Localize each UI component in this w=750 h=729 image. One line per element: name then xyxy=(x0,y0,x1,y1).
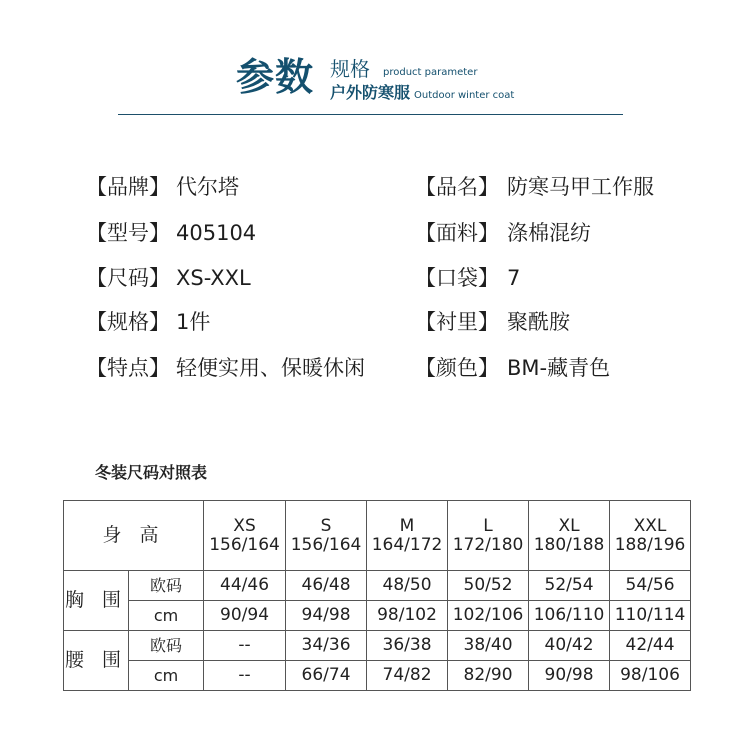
size-code: XXL xyxy=(633,515,667,536)
spec-brand xyxy=(86,172,239,202)
spec-value: 代尔塔 xyxy=(176,175,239,199)
size-height: 180/188 xyxy=(533,534,605,555)
size-code: XS xyxy=(233,515,256,536)
spec-value: 涤棉混纺 xyxy=(507,221,591,245)
table-cell: 46/48 xyxy=(286,571,367,601)
size-height: 156/164 xyxy=(290,534,362,555)
spec-model xyxy=(86,218,257,248)
page-title: 参数 xyxy=(236,55,315,99)
table-row xyxy=(64,631,691,661)
table-cell: 34/36 xyxy=(286,631,367,661)
size-code: S xyxy=(320,515,332,536)
spec-fabric xyxy=(415,218,591,248)
size-header-cell xyxy=(286,501,367,571)
size-code: M xyxy=(399,515,415,536)
table-cell: 90/94 xyxy=(204,601,286,631)
spec-key: 【尺码】 xyxy=(86,266,170,290)
unit-label: 欧码 xyxy=(129,571,204,601)
subtitle-cn: 规格 xyxy=(330,57,370,81)
subtitle-en: product parameter xyxy=(383,67,478,78)
spec-key: 【特点】 xyxy=(86,356,170,380)
table-header-row xyxy=(64,501,691,571)
table-cell: 52/54 xyxy=(529,571,610,601)
spec-value: 7 xyxy=(507,266,521,290)
spec-key: 【品名】 xyxy=(415,175,499,199)
header-divider xyxy=(118,114,623,115)
table-row xyxy=(64,661,691,691)
size-height: 156/164 xyxy=(209,534,280,555)
spec-value: XS-XXL xyxy=(176,266,251,290)
table-cell: 106/110 xyxy=(529,601,610,631)
unit-label: cm xyxy=(129,601,204,631)
table-cell: 98/102 xyxy=(367,601,448,631)
product-name-en: Outdoor winter coat xyxy=(414,90,515,101)
spec-pockets xyxy=(415,263,521,293)
table-cell: 94/98 xyxy=(286,601,367,631)
size-header-cell xyxy=(204,501,286,571)
table-cell: 40/42 xyxy=(529,631,610,661)
size-header-cell xyxy=(529,501,610,571)
spec-value: 聚酰胺 xyxy=(507,310,570,334)
table-row xyxy=(64,571,691,601)
page-header xyxy=(0,0,750,120)
spec-key: 【衬里】 xyxy=(415,310,499,334)
chest-label: 胸 围 xyxy=(64,571,129,631)
spec-key: 【口袋】 xyxy=(415,266,499,290)
size-code: XL xyxy=(558,515,580,536)
spec-key: 【型号】 xyxy=(86,221,170,245)
table-cell: 44/46 xyxy=(204,571,286,601)
table-cell: 42/44 xyxy=(610,631,691,661)
spec-product-name xyxy=(415,172,654,202)
table-cell: 98/106 xyxy=(610,661,691,691)
spec-value: 轻便实用、保暖休闲 xyxy=(176,356,365,380)
table-cell: 74/82 xyxy=(367,661,448,691)
spec-size-range xyxy=(86,263,251,293)
spec-package xyxy=(86,307,211,337)
spec-value: BM-藏青色 xyxy=(507,356,611,380)
table-cell: 110/114 xyxy=(610,601,691,631)
size-chart-table xyxy=(63,500,691,691)
size-height: 188/196 xyxy=(614,534,686,555)
waist-label: 腰 围 xyxy=(64,631,129,691)
table-cell: 102/106 xyxy=(448,601,529,631)
size-height: 172/180 xyxy=(452,534,524,555)
spec-key: 【颜色】 xyxy=(415,356,499,380)
table-cell: 82/90 xyxy=(448,661,529,691)
size-table-title: 冬装尺码对照表 xyxy=(95,463,208,482)
table-cell: 36/38 xyxy=(367,631,448,661)
spec-value: 防寒马甲工作服 xyxy=(507,175,654,199)
unit-label: 欧码 xyxy=(129,631,204,661)
table-cell: 48/50 xyxy=(367,571,448,601)
spec-key: 【规格】 xyxy=(86,310,170,334)
spec-key: 【面料】 xyxy=(415,221,499,245)
spec-lining xyxy=(415,307,570,337)
spec-value: 1件 xyxy=(176,310,211,334)
size-code: L xyxy=(483,515,493,536)
spec-features xyxy=(86,353,365,383)
size-height: 164/172 xyxy=(371,534,443,555)
unit-label: cm xyxy=(129,661,204,691)
product-name-cn: 户外防寒服 xyxy=(330,83,411,102)
table-cell: -- xyxy=(204,631,286,661)
table-cell: 66/74 xyxy=(286,661,367,691)
height-label: 身 高 xyxy=(64,501,204,571)
table-cell: 50/52 xyxy=(448,571,529,601)
table-cell: -- xyxy=(204,661,286,691)
spec-key: 【品牌】 xyxy=(86,175,170,199)
spec-color xyxy=(415,353,611,383)
table-cell: 90/98 xyxy=(529,661,610,691)
table-cell: 54/56 xyxy=(610,571,691,601)
size-header-cell xyxy=(448,501,529,571)
size-header-cell xyxy=(367,501,448,571)
table-cell: 38/40 xyxy=(448,631,529,661)
size-header-cell xyxy=(610,501,691,571)
table-row xyxy=(64,601,691,631)
spec-value: 405104 xyxy=(176,221,257,245)
